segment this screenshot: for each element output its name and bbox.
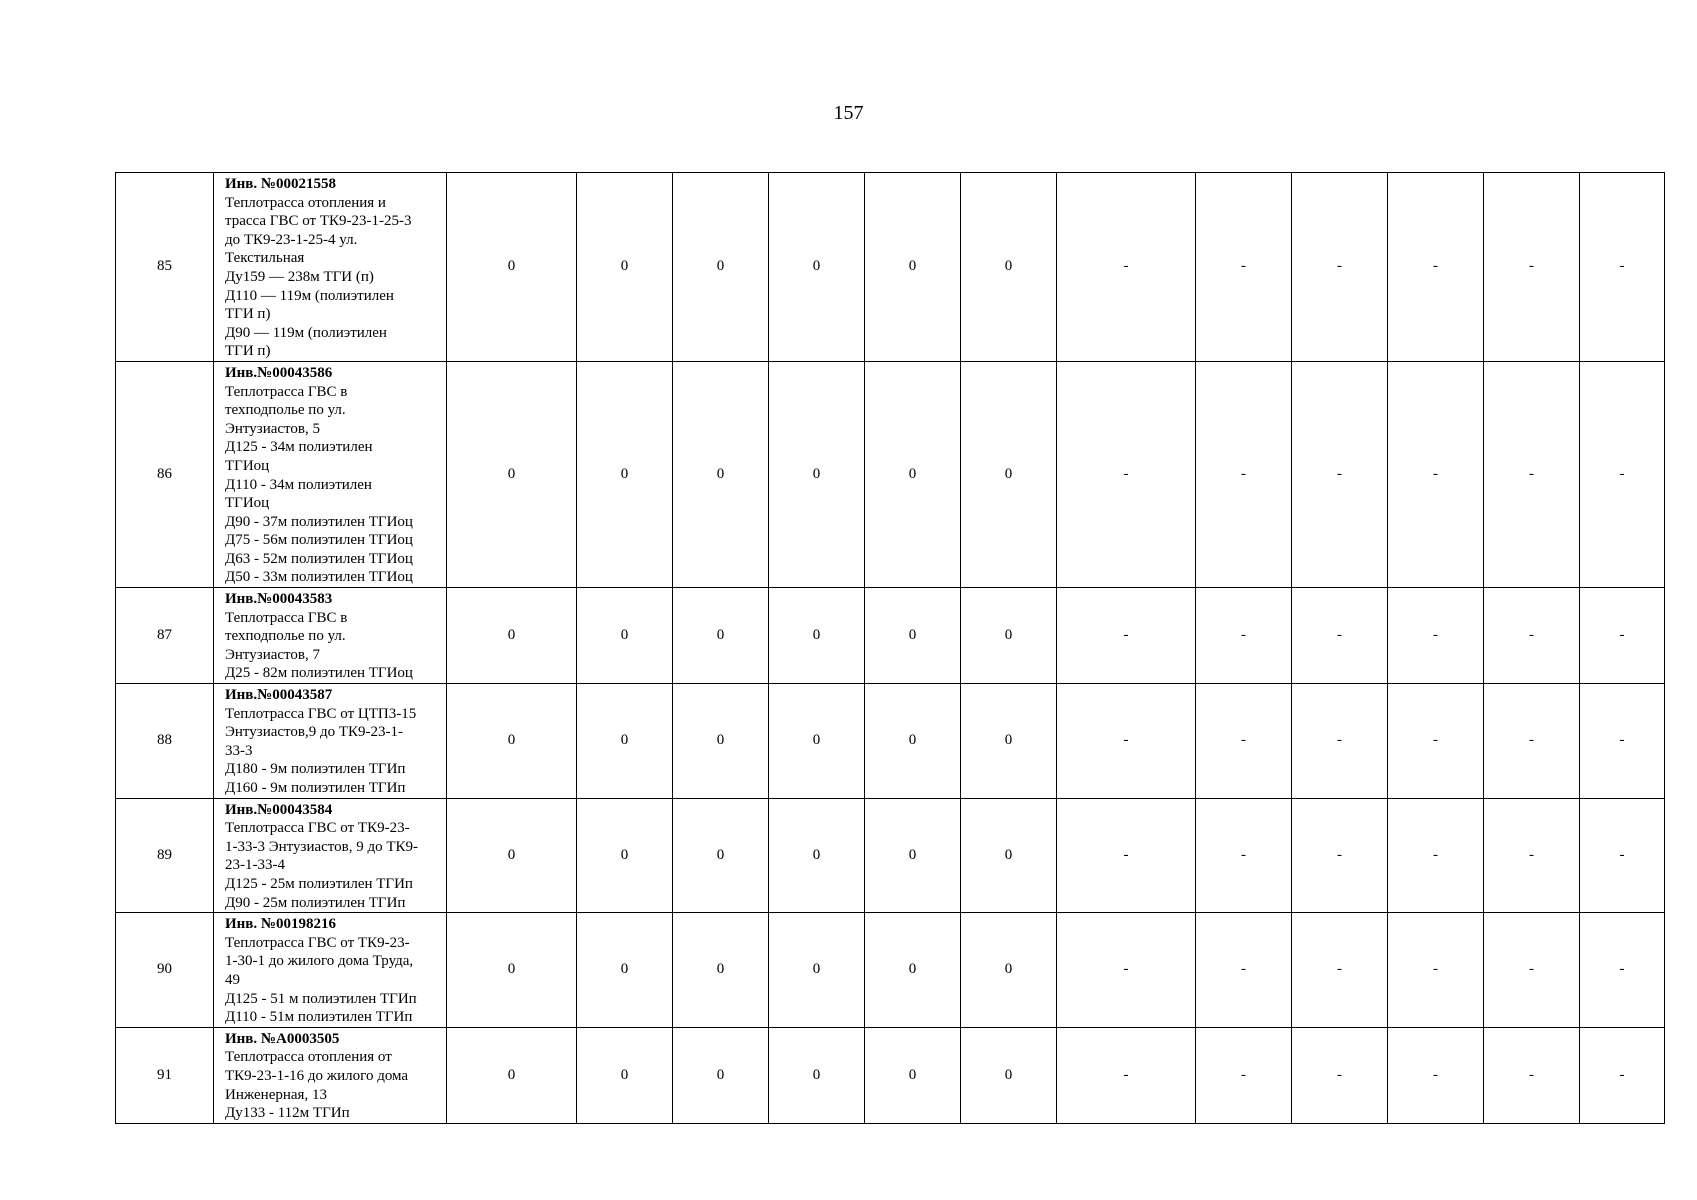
description-line: ТГИ п) — [225, 306, 271, 323]
value-cell: 0 — [961, 361, 1057, 587]
inventory-number: Инв. №00198216 — [225, 916, 336, 933]
description-line: Д50 - 33м полиэтилен ТГИоц — [225, 569, 413, 586]
empty-cell: - — [1057, 1027, 1196, 1123]
empty-cell: - — [1484, 173, 1580, 362]
empty-cell: - — [1057, 684, 1196, 799]
description-line: трасса ГВС от ТК9-23-1-25-3 — [225, 213, 412, 230]
value-cell: 0 — [961, 798, 1057, 913]
value-cell: 0 — [577, 361, 673, 587]
description-line: 1-33-3 Энтузиастов, 9 до ТК9- — [225, 838, 419, 855]
empty-cell: - — [1580, 361, 1665, 587]
empty-cell: - — [1484, 1027, 1580, 1123]
object-description — [214, 588, 447, 684]
value-cell: 0 — [447, 173, 577, 362]
table-row — [116, 361, 1665, 587]
description-line: ТК9-23-1-16 до жилого дома — [225, 1067, 409, 1084]
value-cell: 0 — [769, 361, 865, 587]
object-description — [214, 361, 447, 587]
table-row — [116, 1027, 1665, 1123]
empty-cell: - — [1484, 361, 1580, 587]
row-number: 86 — [116, 361, 214, 587]
table-row — [116, 588, 1665, 684]
empty-cell: - — [1292, 1027, 1388, 1123]
empty-cell: - — [1057, 913, 1196, 1028]
value-cell: 0 — [769, 684, 865, 799]
description-line: техподполье по ул. — [225, 402, 346, 419]
value-cell: 0 — [447, 684, 577, 799]
description-line: Инженерная, 13 — [225, 1086, 327, 1103]
value-cell: 0 — [577, 1027, 673, 1123]
value-cell: 0 — [577, 173, 673, 362]
value-cell: 0 — [577, 798, 673, 913]
description-line: Д90 - 25м полиэтилен ТГИп — [225, 894, 406, 911]
empty-cell: - — [1388, 684, 1484, 799]
empty-cell: - — [1580, 798, 1665, 913]
empty-cell: - — [1292, 173, 1388, 362]
description-line: Энтузиастов, 7 — [225, 646, 320, 663]
table-row — [116, 173, 1665, 362]
value-cell: 0 — [961, 1027, 1057, 1123]
empty-cell: - — [1292, 684, 1388, 799]
empty-cell: - — [1057, 798, 1196, 913]
value-cell: 0 — [447, 1027, 577, 1123]
table-row — [116, 913, 1665, 1028]
value-cell: 0 — [865, 684, 961, 799]
row-number: 87 — [116, 588, 214, 684]
value-cell: 0 — [577, 913, 673, 1028]
empty-cell: - — [1196, 913, 1292, 1028]
value-cell: 0 — [961, 913, 1057, 1028]
value-cell: 0 — [865, 798, 961, 913]
empty-cell: - — [1388, 588, 1484, 684]
empty-cell: - — [1580, 173, 1665, 362]
empty-cell: - — [1196, 361, 1292, 587]
value-cell: 0 — [961, 684, 1057, 799]
table-row — [116, 684, 1665, 799]
page-number: 157 — [833, 102, 864, 124]
description-line: Д160 - 9м полиэтилен ТГИп — [225, 780, 406, 796]
description-line: Ду159 — 238м ТГИ (п) — [225, 268, 374, 285]
empty-cell: - — [1196, 798, 1292, 913]
empty-cell: - — [1484, 588, 1580, 684]
value-cell: 0 — [447, 913, 577, 1028]
description-line: ТГИ п) — [225, 343, 271, 360]
description-line: ТГИоц — [225, 495, 270, 512]
empty-cell: - — [1196, 684, 1292, 799]
empty-cell: - — [1388, 173, 1484, 362]
description-line: Теплотрасса ГВС от ЦТП3-15 — [225, 705, 417, 722]
inventory-number: Инв.№00043586 — [225, 364, 333, 381]
description-line: Д110 — 119м (полиэтилен — [225, 287, 394, 304]
value-cell: 0 — [447, 798, 577, 913]
inventory-number: Инв.№00043583 — [225, 591, 333, 608]
description-line: до ТК9-23-1-25-4 ул. — [225, 231, 358, 248]
description-line: Ду133 - 112м ТГИп — [225, 1105, 350, 1122]
value-cell: 0 — [769, 173, 865, 362]
empty-cell: - — [1292, 588, 1388, 684]
row-number: 88 — [116, 684, 214, 799]
empty-cell: - — [1484, 684, 1580, 799]
value-cell: 0 — [961, 173, 1057, 362]
table-row — [116, 798, 1665, 913]
empty-cell: - — [1196, 1027, 1292, 1123]
row-number: 91 — [116, 1027, 214, 1123]
description-line: 33-3 — [225, 742, 253, 759]
empty-cell: - — [1292, 798, 1388, 913]
registry-table — [115, 172, 1665, 1124]
inventory-number: Инв. №00021558 — [225, 176, 336, 192]
empty-cell: - — [1388, 361, 1484, 587]
object-description — [214, 684, 447, 799]
description-line: Теплотрасса отопления от — [225, 1049, 392, 1066]
description-line: ТГИоц — [225, 457, 270, 474]
empty-cell: - — [1057, 588, 1196, 684]
description-line: Д63 - 52м полиэтилен ТГИоц — [225, 550, 413, 567]
empty-cell: - — [1580, 913, 1665, 1028]
description-line: Энтузиастов, 5 — [225, 420, 320, 437]
value-cell: 0 — [769, 588, 865, 684]
description-line: 23-1-33-4 — [225, 857, 285, 874]
object-description — [214, 1027, 447, 1123]
description-line: Теплотрасса ГВС от ТК9-23- — [225, 820, 410, 837]
value-cell: 0 — [865, 173, 961, 362]
empty-cell: - — [1388, 1027, 1484, 1123]
value-cell: 0 — [673, 913, 769, 1028]
empty-cell: - — [1196, 588, 1292, 684]
value-cell: 0 — [673, 588, 769, 684]
description-line: Д25 - 82м полиэтилен ТГИоц — [225, 665, 413, 682]
description-line: Д125 - 25м полиэтилен ТГИп — [225, 875, 413, 892]
inventory-number: Инв.№00043587 — [225, 687, 333, 704]
description-line: 1-30-1 до жилого дома Труда, — [225, 953, 414, 970]
description-line: Д90 — 119м (полиэтилен — [225, 324, 387, 341]
row-number: 89 — [116, 798, 214, 913]
row-number: 85 — [116, 173, 214, 362]
value-cell: 0 — [673, 798, 769, 913]
value-cell: 0 — [769, 1027, 865, 1123]
value-cell: 0 — [865, 361, 961, 587]
description-line: Д75 - 56м полиэтилен ТГИоц — [225, 532, 413, 549]
empty-cell: - — [1388, 913, 1484, 1028]
value-cell: 0 — [447, 588, 577, 684]
value-cell: 0 — [865, 588, 961, 684]
empty-cell: - — [1580, 1027, 1665, 1123]
empty-cell: - — [1292, 913, 1388, 1028]
row-number: 90 — [116, 913, 214, 1028]
empty-cell: - — [1580, 588, 1665, 684]
description-line: Д90 - 37м полиэтилен ТГИоц — [225, 513, 413, 530]
value-cell: 0 — [577, 588, 673, 684]
value-cell: 0 — [673, 1027, 769, 1123]
description-line: техподполье по ул. — [225, 628, 346, 645]
description-line: Теплотрасса ГВС в — [225, 609, 348, 626]
value-cell: 0 — [865, 1027, 961, 1123]
empty-cell: - — [1057, 361, 1196, 587]
value-cell: 0 — [769, 798, 865, 913]
description-line: Д110 - 34м полиэтилен — [225, 476, 372, 493]
empty-cell: - — [1484, 913, 1580, 1028]
empty-cell: - — [1484, 798, 1580, 913]
object-description — [214, 913, 447, 1028]
table-body — [116, 173, 1665, 1124]
description-line: Текстильная — [225, 250, 305, 267]
empty-cell: - — [1057, 173, 1196, 362]
description-line: Д125 - 34м полиэтилен — [225, 439, 373, 456]
description-line: 49 — [225, 971, 240, 988]
description-line: Теплотрасса отопления и — [225, 194, 386, 211]
description-line: Д110 - 51м полиэтилен ТГИп — [225, 1009, 413, 1026]
value-cell: 0 — [577, 684, 673, 799]
value-cell: 0 — [673, 361, 769, 587]
inventory-number: Инв. №А0003505 — [225, 1030, 340, 1047]
value-cell: 0 — [447, 361, 577, 587]
description-line: Д125 - 51 м полиэтилен ТГИп — [225, 990, 417, 1007]
description-line: Энтузиастов,9 до ТК9-23-1- — [225, 724, 404, 741]
description-line: Теплотрасса ГВС от ТК9-23- — [225, 934, 410, 951]
object-description — [214, 798, 447, 913]
value-cell: 0 — [673, 173, 769, 362]
value-cell: 0 — [961, 588, 1057, 684]
value-cell: 0 — [673, 684, 769, 799]
object-description — [214, 173, 447, 362]
empty-cell: - — [1580, 684, 1665, 799]
description-line: Теплотрасса ГВС в — [225, 383, 348, 400]
value-cell: 0 — [865, 913, 961, 1028]
description-line: Д180 - 9м полиэтилен ТГИп — [225, 761, 406, 778]
empty-cell: - — [1292, 361, 1388, 587]
value-cell: 0 — [769, 913, 865, 1028]
inventory-number: Инв.№00043584 — [225, 801, 333, 818]
empty-cell: - — [1388, 798, 1484, 913]
empty-cell: - — [1196, 173, 1292, 362]
